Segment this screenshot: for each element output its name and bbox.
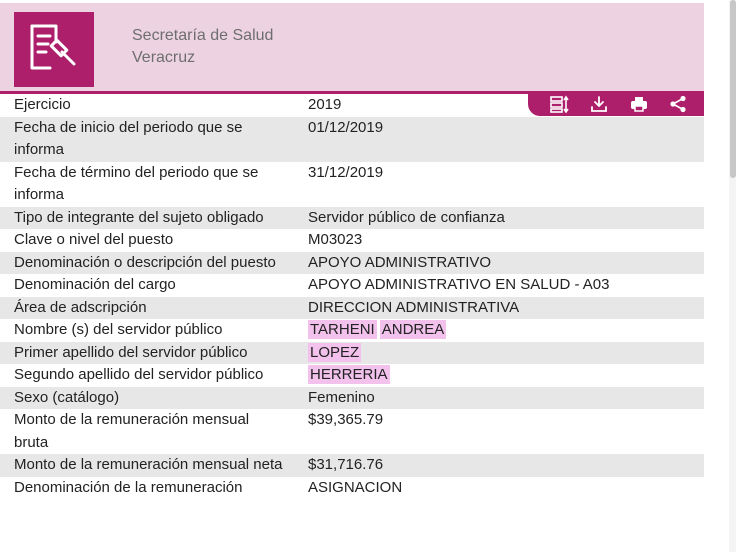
table-row [0,342,704,365]
field-value: Servidor público de confianza [308,208,505,226]
field-label: Monto de la remuneración mensual neta [14,456,283,473]
table-row [0,409,704,454]
org-line-2: Veracruz [132,49,196,66]
field-label: Segundo apellido del servidor público [14,366,264,383]
field-value: 01/12/2019 [308,118,384,136]
table-row [0,454,704,477]
field-label-cell [0,229,308,252]
record-toolbar [528,91,704,116]
highlighted-name-chip: ANDREA [381,321,445,338]
field-label-cell [0,387,308,410]
field-value [308,319,704,342]
field-label: Clave o nivel del puesto [14,231,174,248]
field-label: Área de adscripción [14,298,147,316]
download-icon[interactable] [586,94,612,114]
table-row [0,117,704,162]
field-label-cell [0,409,308,454]
field-label-cell [0,252,308,275]
logo [14,12,94,87]
field-value: $31,716.76 [308,456,384,473]
field-label-cell [0,94,308,117]
highlighted-name-chip: LOPEZ [310,343,360,361]
field-value: DIRECCION ADMINISTRATIVA [308,298,520,316]
field-label-cell [0,274,308,297]
field-value [308,342,704,365]
table-row [0,477,704,500]
field-label: Denominación del cargo [14,276,176,293]
share-icon[interactable] [665,94,691,114]
field-label-cell [0,454,308,477]
table-row [0,364,704,387]
field-label-cell [0,477,308,500]
table-row [0,297,704,320]
field-label-cell [0,207,308,230]
field-label: Nombre (s) del servidor público [14,321,223,338]
table-row [0,252,704,275]
field-label-cell [0,162,308,207]
field-label: Monto de la remuneración mensual bruta [14,411,250,451]
org-line-1: Secretaría de Salud [132,27,274,44]
gavel-document-icon [26,22,82,76]
field-label: Denominación o descripción del puesto [14,253,276,271]
table-row [0,207,704,230]
field-label: Fecha de término del periodo que se informa [14,163,259,203]
field-label: Denominación de la remuneración [14,478,243,496]
record-table [0,94,704,499]
field-label: Fecha de inicio del periodo que se informa [14,118,243,158]
field-label-cell [0,297,308,320]
table-row [0,319,704,342]
field-label: Tipo de integrante del sujeto obligado [14,208,264,226]
field-value: $39,365.79 [308,411,384,428]
record-card [0,3,704,552]
table-row [0,274,704,297]
field-value: 2019 [308,96,342,113]
field-label: Sexo (catálogo) [14,388,120,406]
field-value: 31/12/2019 [308,163,384,181]
table-row [0,229,704,252]
print-icon[interactable] [626,94,652,114]
field-label: Primer apellido del servidor público [14,343,248,361]
field-value [308,364,704,387]
field-value: M03023 [308,231,363,248]
field-label-cell [0,364,308,387]
table-columns-icon[interactable] [547,94,573,114]
table-row [0,162,704,207]
highlighted-name-chip: TARHENI [310,321,375,338]
highlighted-name-chip: HERRERIA [310,366,388,383]
field-value: Femenino [308,388,375,406]
field-value: APOYO ADMINISTRATIVO [308,253,492,271]
field-label: Ejercicio [14,96,71,113]
header [0,3,704,91]
field-value: ASIGNACION [308,478,403,496]
scrollbar-thumb[interactable] [730,0,736,178]
field-label-cell [0,319,308,342]
field-value: APOYO ADMINISTRATIVO EN SALUD - A03 [308,276,610,293]
field-label-cell [0,342,308,365]
organization-name [132,25,273,69]
table-row [0,387,704,410]
field-label-cell [0,117,308,162]
